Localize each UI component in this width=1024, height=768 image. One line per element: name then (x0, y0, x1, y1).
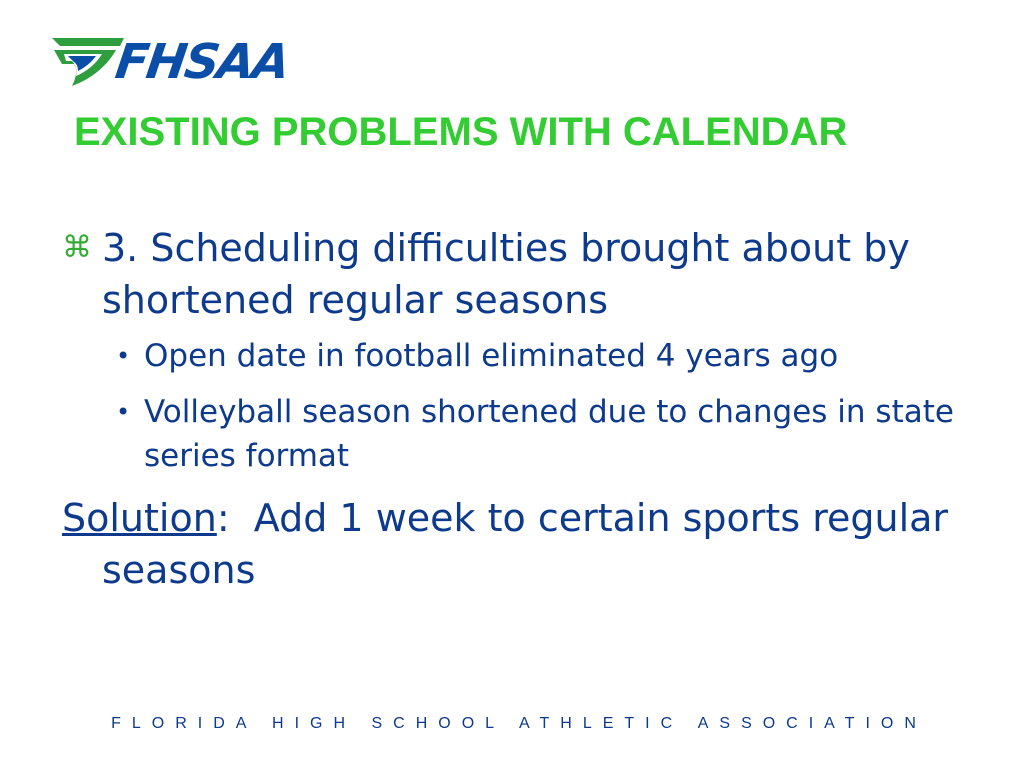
command-bullet-icon: ⌘ (62, 230, 92, 265)
solution-label: Solution (62, 496, 217, 540)
footer-organization-name: FLORIDA HIGH SCHOOL ATHLETIC ASSOCIATION (111, 715, 927, 732)
bullet-dot-icon: • (116, 342, 131, 370)
fhsaa-logo (50, 34, 312, 90)
list-item (116, 334, 982, 378)
subpoint-text: Open date in football eliminated 4 years ago (144, 338, 839, 374)
slide-body (62, 222, 982, 596)
subpoint-list (62, 334, 982, 478)
logo-wordmark: FHSAA (112, 34, 292, 90)
main-point (62, 222, 982, 326)
solution-text: Add 1 week to certain sports regular seasons (102, 496, 961, 592)
list-item (116, 390, 982, 478)
solution-separator: : (216, 496, 230, 540)
solution-statement (62, 492, 982, 596)
slide-title: EXISTING PROBLEMS WITH CALENDAR (74, 110, 848, 154)
bullet-dot-icon: • (116, 398, 131, 426)
subpoint-text: Volleyball season shortened due to changes in state series format (144, 394, 954, 474)
main-point-text: 3. Scheduling difficulties brought about by shortened regular seasons (102, 226, 910, 322)
